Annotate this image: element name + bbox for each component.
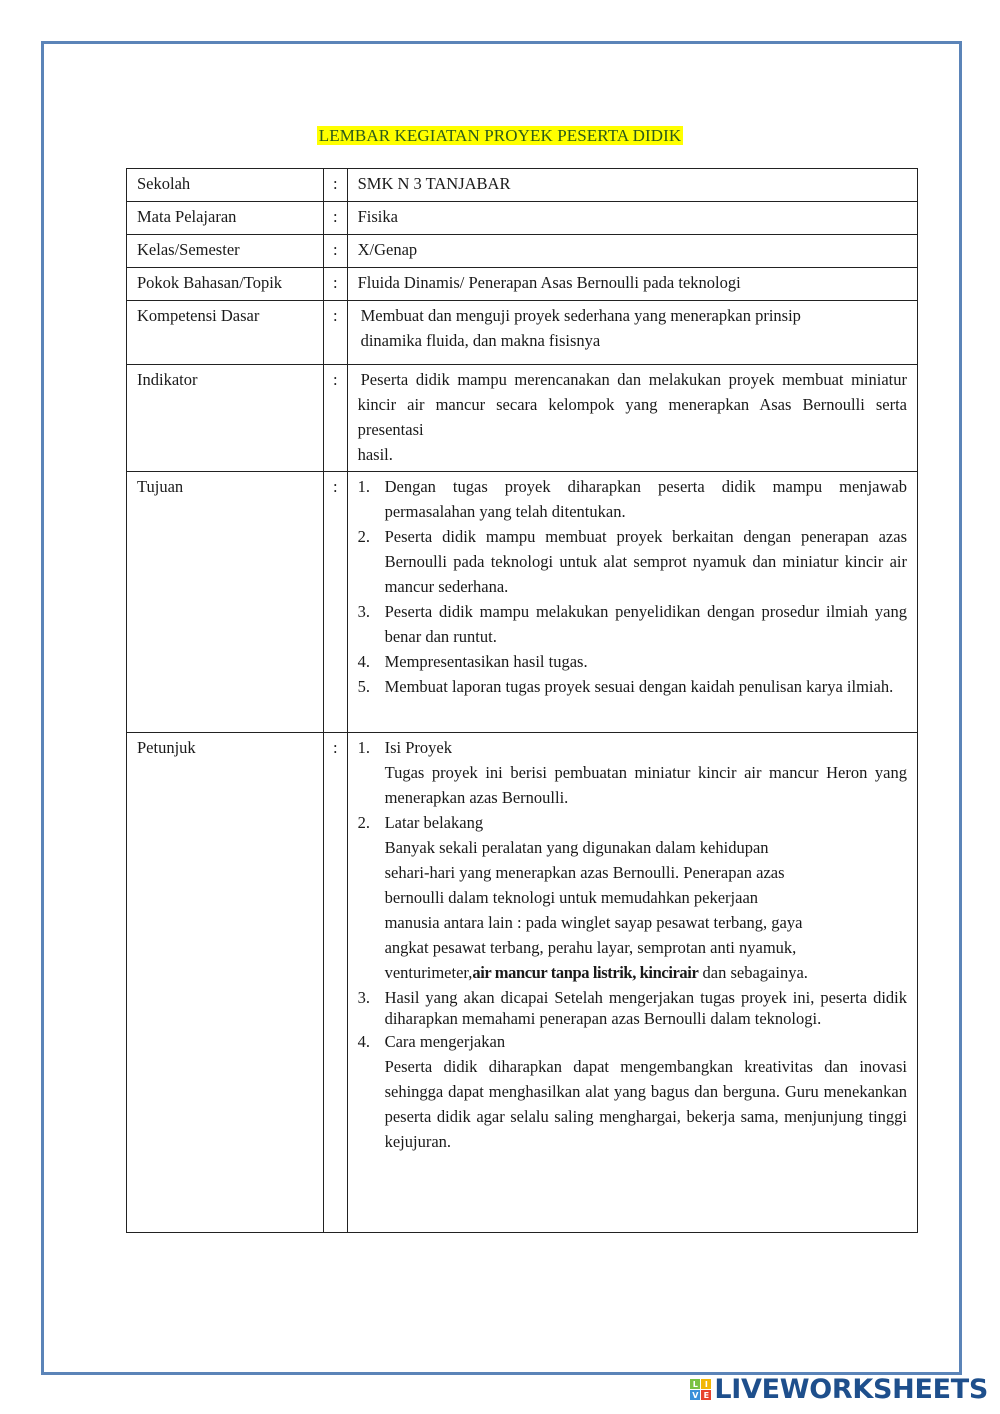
- item-body-line: manusia antara lain : pada winglet sayap pesawat terbang, gaya: [384, 913, 803, 932]
- petunjuk-list: [358, 735, 907, 1154]
- logo-tile: E: [701, 1390, 711, 1400]
- item-bold-text: air mancur tanpa listrik, kincirair: [472, 963, 699, 982]
- row-colon: :: [324, 169, 348, 202]
- row-value: Fisika: [347, 202, 917, 235]
- item-text: Peserta didik mampu membuat proyek berkaitan dengan penerapan azas Bernoulli pada teknologi untuk alat semprot nyamuk dan miniatur kincir air mancur sederhana.: [384, 527, 907, 596]
- table-row-tujuan: [127, 472, 918, 733]
- row-value: Fluida Dinamis/ Penerapan Asas Bernoulli pada teknologi: [347, 268, 917, 301]
- logo-tile: V: [692, 1390, 699, 1400]
- item-text: Peserta didik mampu melakukan penyelidikan dengan prosedur ilmiah yang benar dan runtut.: [384, 602, 907, 646]
- item-number: 1.: [357, 477, 370, 496]
- logo-tile: I: [701, 1379, 711, 1389]
- item-text: Membuat laporan tugas proyek sesuai dengan kaidah penulisan karya ilmiah.: [384, 677, 894, 696]
- table-row-sekolah: [127, 169, 918, 202]
- list-item: [358, 599, 907, 649]
- item-number: 3.: [357, 988, 370, 1007]
- table-row-kelas: [127, 235, 918, 268]
- list-item: [358, 735, 907, 810]
- table-row-mapel: [127, 202, 918, 235]
- row-value: X/Genap: [347, 235, 917, 268]
- row-label: Kompetensi Dasar: [127, 301, 324, 365]
- item-number: 5.: [357, 677, 370, 696]
- logo-text: LIVEWORKSHEETS: [714, 1374, 988, 1405]
- row-colon: :: [324, 733, 348, 1233]
- row-colon: :: [324, 301, 348, 365]
- item-number: 3.: [357, 602, 370, 621]
- list-item: [358, 649, 907, 674]
- item-heading: Hasil yang akan dicapai Setelah mengerjakan tugas proyek ini, peserta didik diharapkan memahami penerapan azas Bernoulli dalam teknologi.: [384, 988, 907, 1028]
- item-body: Tugas proyek ini berisi pembuatan miniatur kincir air mancur Heron yang menerapkan azas Bernoulli.: [384, 763, 907, 807]
- row-label: Petunjuk: [127, 733, 324, 1233]
- item-heading: Isi Proyek: [384, 738, 452, 757]
- list-item: [358, 1029, 907, 1154]
- row-label: Kelas/Semester: [127, 235, 324, 268]
- item-number: 2.: [357, 527, 370, 546]
- item-body-line: [385, 960, 907, 985]
- list-item: [358, 674, 907, 699]
- row-label: Indikator: [127, 365, 324, 472]
- item-number: 1.: [357, 738, 370, 757]
- row-label: Sekolah: [127, 169, 324, 202]
- row-colon: :: [324, 202, 348, 235]
- item-number: 4.: [357, 1032, 370, 1051]
- row-label: Mata Pelajaran: [127, 202, 324, 235]
- row-value: SMK N 3 TANJABAR: [347, 169, 917, 202]
- document-title-wrap: [0, 126, 1000, 146]
- indikator-text: Peserta didik mampu merencanakan dan melakukan proyek membuat miniatur kincir air mancur secara kelompok yang menerapkan Asas Bernoulli serta presentasi: [357, 370, 907, 439]
- row-colon: :: [324, 235, 348, 268]
- list-item: [358, 810, 907, 985]
- item-number: 4.: [357, 652, 370, 671]
- table-row-petunjuk: [127, 733, 918, 1233]
- table-row-topik: [127, 268, 918, 301]
- row-label: Pokok Bahasan/Topik: [127, 268, 324, 301]
- document-title: LEMBAR KEGIATAN PROYEK PESERTA DIDIK: [318, 126, 682, 145]
- item-heading: Latar belakang: [384, 813, 484, 832]
- row-colon: :: [324, 268, 348, 301]
- item-text: venturimeter,: [384, 963, 473, 982]
- item-number: 2.: [357, 813, 370, 832]
- list-item: [358, 987, 907, 1029]
- logo-tile: L: [690, 1379, 700, 1389]
- row-label: Tujuan: [127, 472, 324, 733]
- row-value: Membuat dan menguji proyek sederhana yang menerapkan prinsip dinamika fluida, dan makna fisisnya: [360, 306, 801, 350]
- row-colon: :: [324, 472, 348, 733]
- list-item: [358, 524, 907, 599]
- indikator-text-end: hasil.: [357, 445, 393, 464]
- item-body-line: sehari-hari yang menerapkan azas Bernoulli. Penerapan azas: [384, 863, 785, 882]
- item-heading: Cara mengerjakan: [384, 1032, 506, 1051]
- item-body-line: bernoulli dalam teknologi untuk memudahkan pekerjaan: [384, 888, 759, 907]
- item-text: Mempresentasikan hasil tugas.: [384, 652, 588, 671]
- row-colon: :: [324, 365, 348, 472]
- item-text: dan sebagainya.: [698, 963, 808, 982]
- info-table: [126, 168, 918, 1233]
- tujuan-list: [358, 474, 907, 699]
- list-item: [358, 474, 907, 524]
- item-body-line: Banyak sekali peralatan yang digunakan dalam kehidupan: [384, 838, 769, 857]
- item-body-line: angkat pesawat terbang, perahu layar, semprotan anti nyamuk,: [384, 938, 797, 957]
- item-text: Dengan tugas proyek diharapkan peserta didik mampu menjawab permasalahan yang telah ditentukan.: [384, 477, 907, 521]
- liveworksheets-logo[interactable]: [690, 1374, 988, 1405]
- table-row-kompetensi-dasar: [127, 301, 918, 365]
- table-row-indikator: [127, 365, 918, 472]
- logo-icon: [690, 1379, 711, 1400]
- item-body: Peserta didik diharapkan dapat mengembangkan kreativitas dan inovasi sehingga dapat menghasilkan alat yang bagus dan berguna. Guru menekankan peserta didik agar selalu saling menghargai, bekerja sama, menjunjung tinggi kejujuran.: [384, 1057, 907, 1151]
